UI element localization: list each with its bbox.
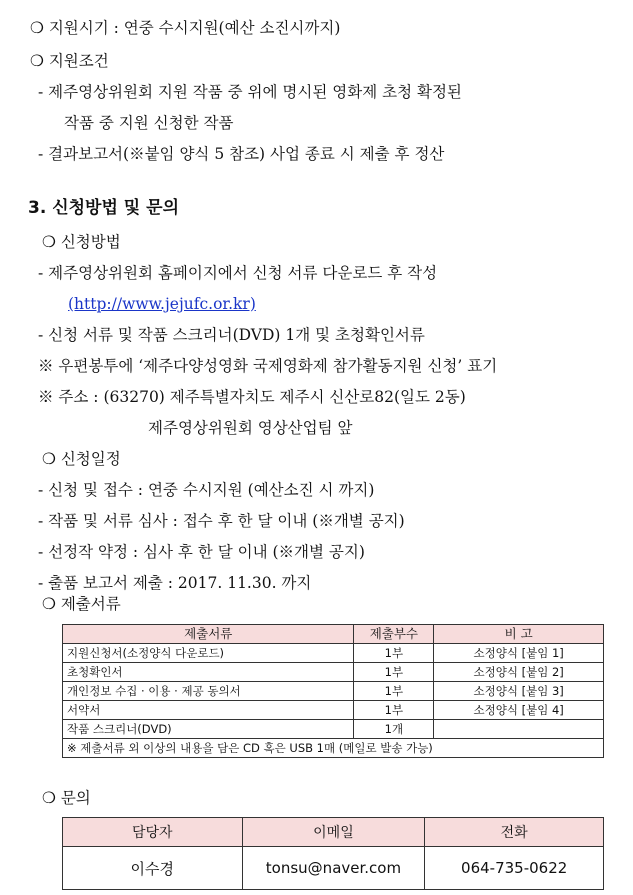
table-cell: 1개 — [354, 720, 434, 739]
table-row — [63, 720, 604, 739]
text-line-condition-2: - 결과보고서(※붙임 양식 5 참조) 사업 종료 시 제출 후 정산 — [38, 145, 445, 163]
text-line-documents-title: ❍ 제출서류 — [42, 595, 121, 613]
table-cell: 1부 — [354, 682, 434, 701]
table-cell — [434, 720, 604, 739]
text-line-address: ※ 주소 : (63270) 제주특별자치도 제주시 신산로82(일도 2동) — [38, 388, 466, 406]
text-line-method-2: - 신청 서류 및 작품 스크리너(DVD) 1개 및 초청확인서류 — [38, 326, 425, 344]
table-header-row — [63, 818, 604, 847]
table-row — [63, 847, 604, 890]
table-header-row — [63, 625, 604, 644]
contact-table — [62, 817, 604, 890]
table-note-row — [63, 739, 604, 758]
text-line-conditions-title: ❍ 지원조건 — [30, 52, 109, 70]
table-header: 전화 — [425, 818, 604, 847]
documents-table — [62, 624, 604, 758]
text-line-contact-title: ❍ 문의 — [42, 789, 91, 807]
table-row — [63, 701, 604, 720]
text-line-condition-1: - 제주영상위원회 지원 작품 중 위에 명시된 영화제 초청 확정된 — [38, 83, 462, 101]
text-line-method-1: - 제주영상위원회 홈페이지에서 신청 서류 다운로드 후 작성 — [38, 264, 438, 282]
table-cell: 지원신청서(소정양식 다운로드) — [63, 644, 354, 663]
text-line-schedule-1: - 신청 및 접수 : 연중 수시지원 (예산소진 시 까지) — [38, 481, 375, 499]
text-line-schedule-title: ❍ 신청일정 — [42, 450, 121, 468]
table-cell: 서약서 — [63, 701, 354, 720]
contact-email[interactable]: tonsu@naver.com — [242, 847, 425, 890]
text-line-envelope-note: ※ 우편봉투에 ‘제주다양성영화 국제영화제 참가활동지원 신청’ 표기 — [38, 357, 498, 375]
table-cell: 개인정보 수집 · 이용 · 제공 동의서 — [63, 682, 354, 701]
contact-person: 이수경 — [63, 847, 243, 890]
table-cell: 1부 — [354, 644, 434, 663]
text-line-schedule-4: - 출품 보고서 제출 : 2017. 11.30. 까지 — [38, 574, 312, 592]
table-cell: 1부 — [354, 701, 434, 720]
table-cell: 소정양식 [붙임 3] — [434, 682, 604, 701]
text-line-schedule-2: - 작품 및 서류 심사 : 접수 후 한 달 이내 (※개별 공지) — [38, 512, 405, 530]
table-note: ※ 제출서류 외 이상의 내용을 담은 CD 혹은 USB 1매 (메일로 발송 가능) — [63, 739, 604, 758]
table-cell: 소정양식 [붙임 2] — [434, 663, 604, 682]
table-cell: 1부 — [354, 663, 434, 682]
text-line-condition-1-cont: 작품 중 지원 신청한 작품 — [64, 114, 234, 132]
homepage-link[interactable]: (http://www.jejufc.or.kr) — [68, 295, 256, 313]
table-header: 이메일 — [242, 818, 425, 847]
table-cell: 작품 스크리너(DVD) — [63, 720, 354, 739]
table-row — [63, 682, 604, 701]
text-line-schedule-3: - 선정작 약정 : 심사 후 한 달 이내 (※개별 공지) — [38, 543, 365, 561]
table-header: 비 고 — [434, 625, 604, 644]
table-cell: 소정양식 [붙임 1] — [434, 644, 604, 663]
text-line-address-cont: 제주영상위원회 영상산업팀 앞 — [148, 419, 353, 437]
table-row — [63, 663, 604, 682]
table-cell: 소정양식 [붙임 4] — [434, 701, 604, 720]
text-line-period: ❍ 지원시기 : 연중 수시지원(예산 소진시까지) — [30, 19, 341, 37]
table-header: 담당자 — [63, 818, 243, 847]
table-header: 제출서류 — [63, 625, 354, 644]
contact-phone: 064-735-0622 — [425, 847, 604, 890]
homepage-link-line — [68, 294, 256, 314]
table-header: 제출부수 — [354, 625, 434, 644]
table-cell: 초청확인서 — [63, 663, 354, 682]
text-line-method-title: ❍ 신청방법 — [42, 233, 121, 251]
table-row — [63, 644, 604, 663]
section-heading: 3. 신청방법 및 문의 — [28, 198, 179, 218]
